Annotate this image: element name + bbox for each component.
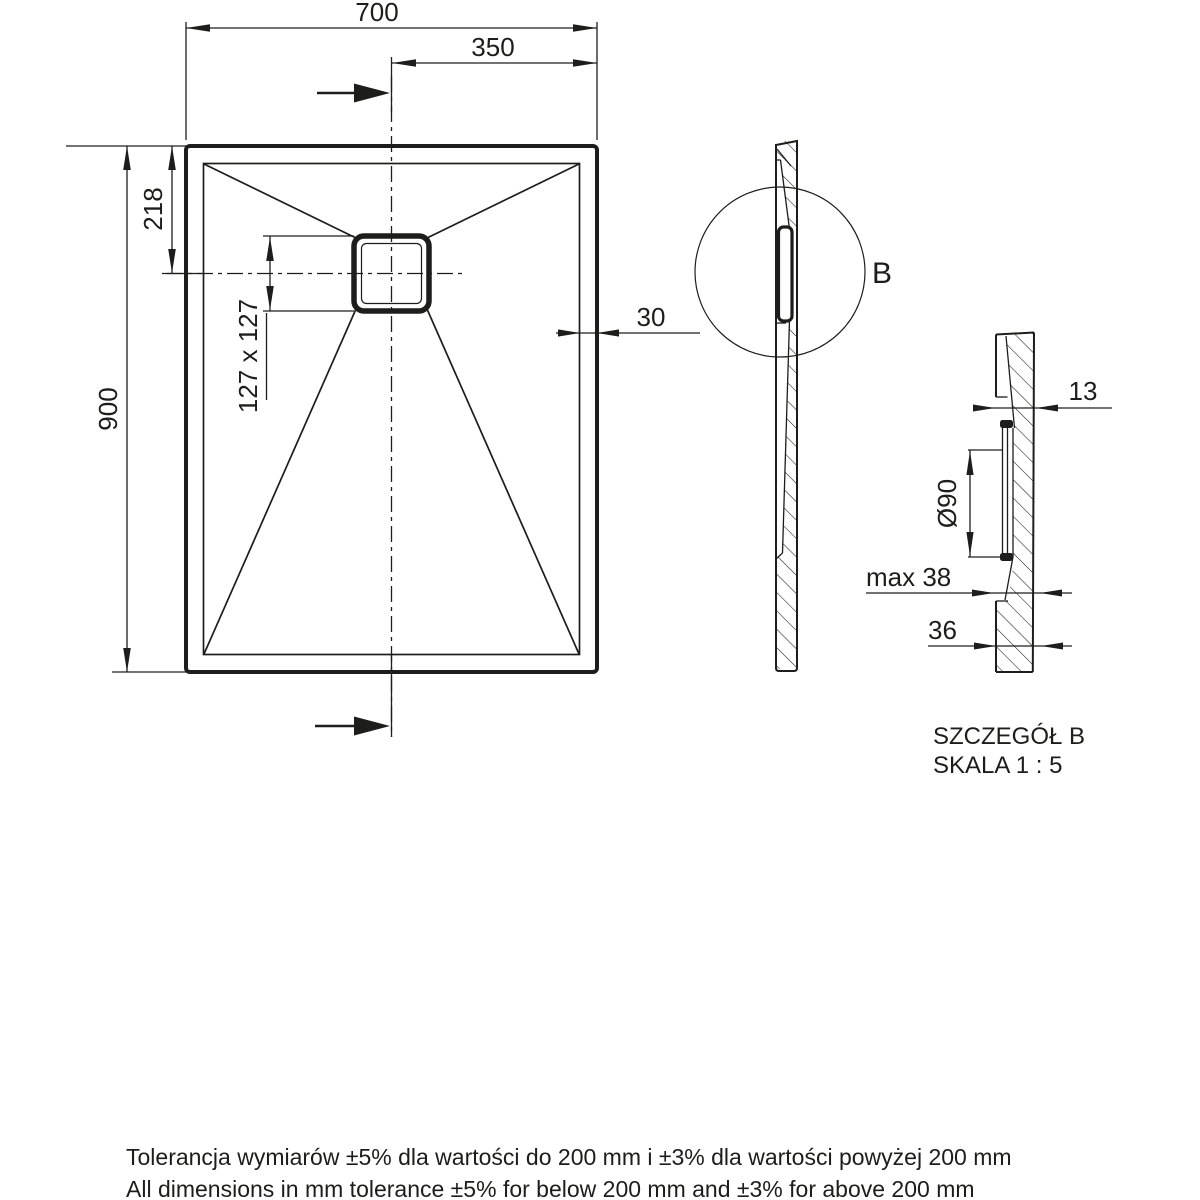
plan-view <box>66 0 700 737</box>
section-material-upper <box>776 141 797 231</box>
section-material-lower <box>777 318 797 669</box>
plan-dimensions <box>66 22 700 672</box>
drain-flange-top-cap <box>1000 420 1013 428</box>
dim-text-127: 127 x 127 <box>233 298 263 414</box>
dim-text-900: 900 <box>93 387 123 431</box>
detail-dimension-texts <box>866 376 1097 645</box>
detail-scale: SKALA 1 : 5 <box>933 752 1063 779</box>
detail-view <box>866 333 1112 780</box>
tolerance-note-en: All dimensions in mm tolerance ±5% for below 200 mm and ±3% for above 200 mm <box>126 1176 975 1200</box>
side-section-view <box>695 141 892 671</box>
section-arrows <box>315 84 390 736</box>
detail-title: SZCZEGÓŁ B <box>933 723 1086 750</box>
tolerance-note-pl: Tolerancja wymiarów ±5% dla wartości do 200 mm i ±3% dla wartości powyżej 200 mm <box>126 1144 1012 1170</box>
drain-flange-section <box>779 227 793 321</box>
tolerance-notes <box>126 1144 1012 1200</box>
detail-circle-label: B <box>872 257 893 290</box>
dim-text-13: 13 <box>1068 376 1098 406</box>
section-arrow-bottom <box>354 717 390 736</box>
detail-material-mid <box>1013 430 1034 557</box>
detail-caption <box>933 723 1085 779</box>
dim-text-max38: max 38 <box>866 562 952 592</box>
dim-text-218: 218 <box>138 187 168 231</box>
detail-dimensions <box>866 405 1112 650</box>
dim-text-30: 30 <box>636 302 666 332</box>
section-arrow-top <box>354 84 390 103</box>
dim-text-350: 350 <box>471 32 515 62</box>
detail-material-lower <box>996 557 1033 672</box>
dim-text-36: 36 <box>928 615 957 645</box>
dim-text-700: 700 <box>355 0 399 27</box>
dim-text-90: Ø90 <box>932 478 962 529</box>
